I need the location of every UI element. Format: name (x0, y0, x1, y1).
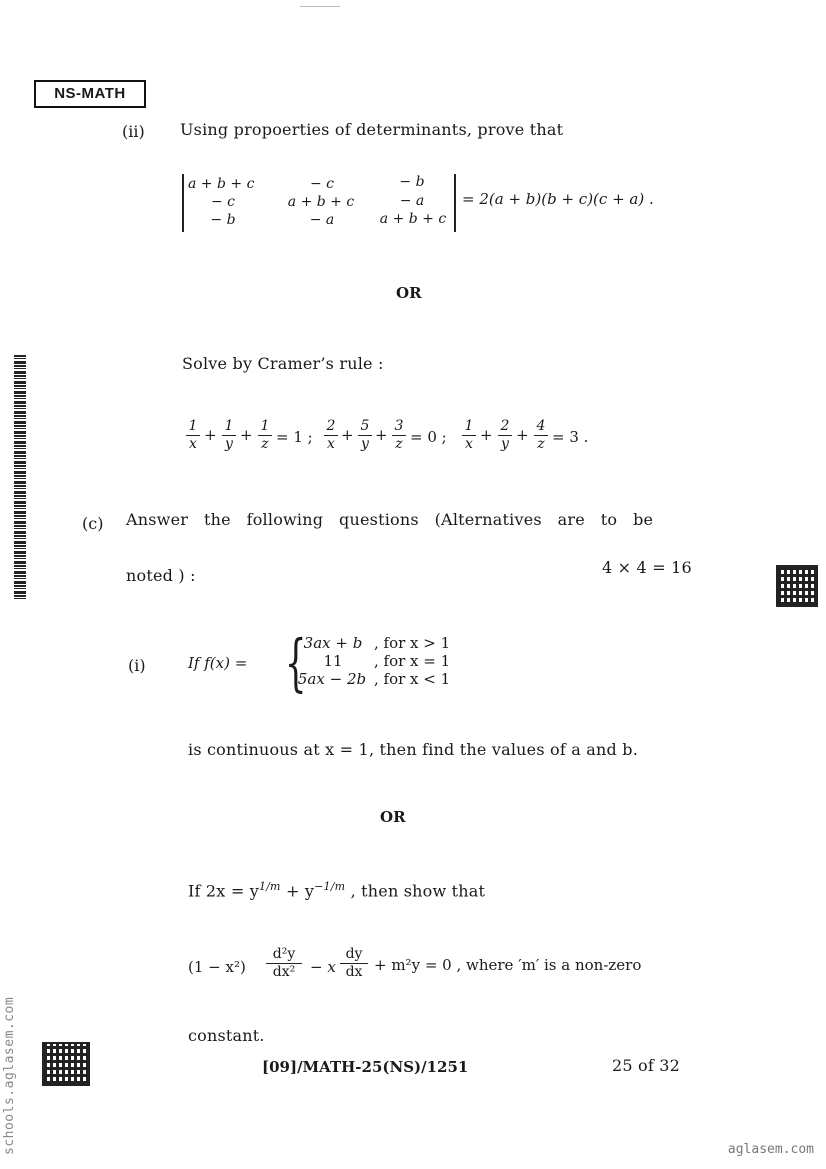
part-c-text: Answer the following questions (Alternatives are to be (126, 510, 654, 529)
case-2-cond: , for x = 1 (374, 652, 451, 670)
frac-1-y: $\frac{1}{y}$ (222, 418, 236, 453)
determinant-rhs: = 2(a + b)(b + c)(c + a) . (462, 190, 654, 208)
det-cell-1-1: a + b + c (188, 176, 255, 192)
frac-dy-dx: $\frac{dy}{dx}$ (340, 946, 368, 981)
qr-code-left (42, 1042, 90, 1086)
minus-x: − x (310, 958, 336, 976)
marks: 4 × 4 = 16 (602, 558, 692, 577)
alt-lead: If 2x = y (188, 881, 259, 901)
part-c-label: (c) (82, 514, 104, 533)
alt-plus: + y (280, 881, 315, 901)
constant-text: constant. (188, 1026, 265, 1045)
op-plus: + (341, 426, 354, 444)
exp-2: −1/m (314, 880, 346, 893)
continuity-text: is continuous at x = 1, then find the values of a and b. (188, 740, 638, 759)
page-number: 25 of 32 (612, 1056, 681, 1075)
eq-pre: (1 − x²) (188, 958, 246, 976)
side-barcode (14, 355, 26, 600)
det-cell-2-2: a + b + c (287, 194, 355, 210)
frac-3-z: $\frac{3}{z}$ (392, 418, 406, 453)
op-plus: + (516, 426, 529, 444)
frac-1-x: $\frac{1}{x}$ (186, 418, 200, 453)
determinant (182, 172, 482, 236)
frac-2-x: $\frac{2}{x}$ (324, 418, 338, 453)
case-1-expr: 3ax + b (303, 634, 363, 652)
differential-equation (188, 944, 708, 990)
case-3-expr: 5ax − 2b (297, 670, 367, 688)
eq1-rhs: = 1 ; (276, 428, 313, 446)
frac-4-z: $\frac{4}{z}$ (534, 418, 548, 453)
footer-code: [09]/MATH-25(NS)/1251 (262, 1058, 469, 1076)
question-ii-text: Using propoerties of determinants, prove that (180, 120, 564, 139)
frac-1-z: $\frac{1}{z}$ (258, 418, 272, 453)
op-plus: + (204, 426, 217, 444)
case-3-cond: , for x < 1 (374, 670, 451, 688)
eq3-rhs: = 3 . (552, 428, 589, 446)
frac-5-y: $\frac{5}{y}$ (358, 418, 372, 453)
exp-1: 1/m (258, 880, 281, 893)
scan-mark (300, 6, 340, 7)
part-c-text-2: noted ) : (126, 566, 196, 585)
bottom-watermark: aglasem.com (727, 1142, 814, 1157)
left-brace: { (284, 626, 307, 699)
eq-tail: + m²y = 0 , where ′m′ is a non-zero (374, 956, 642, 974)
fx-lead: If f(x) = (188, 654, 248, 672)
det-cell-3-2: − a (309, 212, 335, 228)
side-watermark: schools.aglasem.com (2, 996, 17, 1155)
det-cell-1-2: − c (309, 176, 335, 192)
question-ii-label: (ii) (122, 122, 145, 141)
det-cell-3-3: a + b + c (379, 211, 447, 227)
alt-line-1 (188, 880, 485, 900)
alt-tail: , then show that (345, 881, 486, 901)
op-plus: + (240, 426, 253, 444)
or-divider-2: OR (380, 808, 406, 826)
frac-d2y-dx2: $\frac{\text{d²y}}{\text{dx²}}$ (266, 946, 302, 981)
det-cell-1-3: − b (399, 174, 425, 190)
case-1-cond: , for x > 1 (374, 634, 451, 652)
det-cell-2-3: − a (399, 193, 425, 209)
op-plus: + (375, 426, 388, 444)
frac-2-y: $\frac{2}{y}$ (498, 418, 512, 453)
case-2-expr: 11 (323, 652, 343, 670)
paper-code-box: NS-MATH (34, 80, 146, 108)
det-cell-2-1: − c (210, 194, 236, 210)
cramer-equations (182, 418, 602, 464)
qr-code-right (776, 565, 818, 607)
det-cell-3-1: − b (210, 212, 236, 228)
cramer-text: Solve by Cramer’s rule : (182, 354, 384, 373)
op-plus: + (480, 426, 493, 444)
determinant-left-bar (182, 174, 184, 232)
or-divider-1: OR (396, 284, 422, 302)
eq2-rhs: = 0 ; (410, 428, 447, 446)
question-i-label: (i) (128, 656, 146, 675)
frac-1-x-b: $\frac{1}{x}$ (462, 418, 476, 453)
